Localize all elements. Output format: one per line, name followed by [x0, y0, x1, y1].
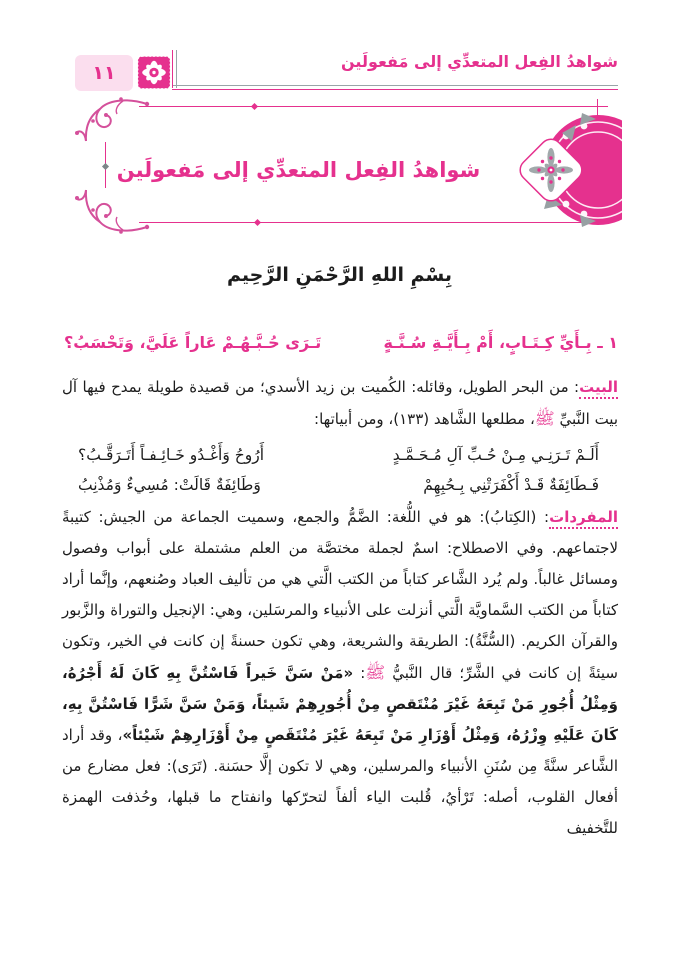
arabesque-medallion-icon — [518, 111, 622, 229]
text-segment-label: البيت — [579, 378, 618, 399]
rosette-icon — [137, 54, 171, 91]
quoted-couplets — [78, 440, 599, 500]
text-segment-normal: : (الكِتابُ): هو في اللُّغة: الضَّمُّ والجمع، وسميت الجماعة من الجيش: كتيبةً لاجتماعهم. وفي الاصطلاح: اسمٌ لجملة مختصَّة من العلم مشتملة على أبواب وفصول ومسائل غالباً. ولم يُرد الشَّاعر كتاباً من الكتب الَّتي هي من تأليف العباد وصُنعهم، وإنَّما أراد كتاباً من الكتب السَّماويَّة الَّتي أنزلت على الأنبياء والمرسَلين، وهي: الإنجيل والتوراة والزَّبور والقرآن الكريم. (السُّنَّةُ): الطريقة والشريعة، وهي تكون حسنةً إن كانت في الخير، وتكون سيئةً إن كانت في الشَّرِّ؛ قال النَّبيُّ — [62, 508, 618, 682]
verse-second-hemistich: تَـرَى حُـبَّـهُـمْ عَاراً عَلَيَّ، وَتَحْسَبُ؟ — [64, 333, 322, 352]
bayt-paragraph — [62, 372, 618, 435]
frame-top-line — [139, 106, 608, 107]
text-segment-saw: ﷺ — [365, 663, 386, 682]
text-segment-normal: : — [353, 664, 366, 682]
couplet-line — [78, 440, 599, 470]
page-number-badge — [75, 55, 133, 91]
text-segment-saw: ﷺ — [534, 409, 555, 428]
floral-flourish-icon — [73, 96, 151, 146]
chapter-title: شواهدُ الفِعل المتعدِّي إلى مَفعولَين — [116, 158, 481, 182]
shahid-verse — [64, 333, 618, 352]
frame-dot — [251, 103, 258, 110]
text-segment-normal: ، وقد أراد الشَّاعر سنَّةً مِن سُنَنِ الأنبياء والمرسلين، وهي لا تكون إلَّا حسَنة. (تَرَى): فعل مضارع من أفعال القلوب، أصله: تَرْأيُ، قُلبت الياء ألفاً لتحرّكها وانفتاح ما قبلها، وحُذفت الهمزة للتَّخفيف — [62, 726, 618, 837]
frame-dot — [254, 219, 261, 226]
floral-flourish-icon — [73, 185, 151, 235]
text-segment-normal: : من البحر الطويل، وقائله: الكُميت بن زيد الأسدي؛ من قصيدة طويلة يمدح فيها آل بيت النَّبيِّ — [62, 378, 618, 428]
verse-first-hemistich: ١ ـ بِـأَيِّ كِـتَـابٍ، أَمْ بِـأَيَّـةِ سُـنَّـةٍ — [383, 333, 618, 352]
hemistich: فَـطَائِفَةٌ قَـدْ أَكْفَرَتْنِي بِـحُبِهِمْ — [423, 476, 599, 494]
basmala: بِسْمِ اللهِ الرَّحْمَنِ الرَّحِيم — [227, 264, 452, 286]
running-title: شواهدُ الفِعل المتعدِّي إلى مَفعولَين — [341, 52, 618, 71]
hemistich: أَلَـمْ تَـرَنِـي مِـنْ حُـبِّ آلِ مُـحَـمَّـدٍ — [392, 446, 599, 464]
text-segment-label: المفردات — [549, 508, 618, 529]
chapter-title-frame — [67, 106, 618, 234]
text-segment-normal: ، مطلعها الشَّاهد (١٣٣)، ومن أبياتها: — [314, 410, 535, 428]
page-header — [61, 50, 618, 100]
page-number: ١١ — [92, 62, 116, 84]
header-rule-corner — [172, 50, 177, 88]
hemistich: وَطَائِفَةٌ قَالَتْ: مُسِيءٌ وَمُذْنِبُ — [78, 476, 261, 494]
text-segment-bold: «مَنْ سَنَّ خَيراً فَاسْتُنَّ بِهِ كَانَ لَهُ أَجْرُهُ، وَمِثْلُ أُجُورِ مَنْ تَبِعَهُ غَيْرَ مُنْتَقصٍ مِنْ أُجُورِهِمْ شَيئاً، وَمَنْ سَنَّ شَرًّا فَاسْتُنَّ بِهِ، كَانَ عَلَيْهِ وِزْرُهُ، وَمِثْلُ أَوْزَارِ مَنْ تَبِعَهُ غَيْرَ مُنْتَقَصٍ مِنْ أَوْزَارِهِمْ شَيْئاً» — [62, 664, 618, 744]
couplet-line — [78, 470, 599, 500]
hemistich: أَرُوحُ وَأَغْـدُو خَـائِـفـاً أَتَـرَقَّـبُ؟ — [78, 446, 265, 464]
mufradat-paragraph — [62, 502, 618, 844]
header-rule — [172, 85, 618, 90]
